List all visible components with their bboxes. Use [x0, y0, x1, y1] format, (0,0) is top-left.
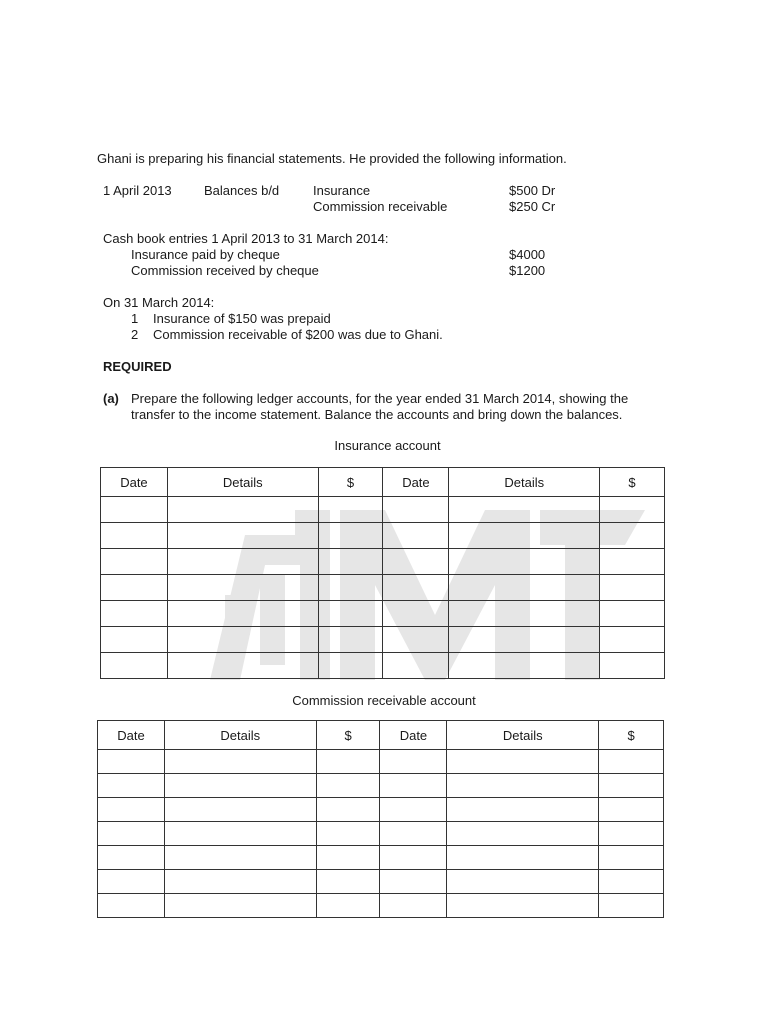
details-header: Details	[164, 721, 316, 750]
entry-cell[interactable]	[98, 846, 165, 870]
entry-cell[interactable]	[449, 627, 600, 653]
table-row	[98, 894, 664, 918]
entry-cell[interactable]	[164, 798, 316, 822]
commission-ledger-table	[97, 720, 664, 918]
entry-cell[interactable]	[167, 523, 318, 549]
entry-cell[interactable]	[449, 575, 600, 601]
insurance-account-title: Insurance account	[334, 438, 441, 453]
entry-cell[interactable]	[600, 575, 665, 601]
entry-cell[interactable]	[316, 822, 380, 846]
entry-cell[interactable]	[316, 894, 380, 918]
question-text-line-2: transfer to the income statement. Balance the accounts and bring down the balances.	[131, 407, 623, 422]
table-header-row	[101, 468, 665, 497]
question-text-line-1: Prepare the following ledger accounts, for the year ended 31 March 2014, showing the	[131, 391, 629, 406]
table-row	[101, 549, 665, 575]
entry-cell[interactable]	[167, 601, 318, 627]
entry-cell[interactable]	[447, 846, 599, 870]
table-row	[101, 601, 665, 627]
entry-cell[interactable]	[600, 523, 665, 549]
entry-cell[interactable]	[599, 894, 664, 918]
entry-cell[interactable]	[600, 549, 665, 575]
question-label: (a)	[103, 391, 119, 406]
entry-cell[interactable]	[98, 894, 165, 918]
year-end-item-number: 2	[131, 327, 139, 342]
entry-cell[interactable]	[380, 798, 447, 822]
entry-cell[interactable]	[600, 497, 665, 523]
required-heading: REQUIRED	[103, 359, 172, 374]
date-header: Date	[98, 721, 165, 750]
entry-cell[interactable]	[316, 798, 380, 822]
entry-cell[interactable]	[318, 575, 383, 601]
entry-cell[interactable]	[383, 497, 449, 523]
entry-cell[interactable]	[167, 627, 318, 653]
entry-cell[interactable]	[167, 549, 318, 575]
entry-cell[interactable]	[447, 798, 599, 822]
entry-cell[interactable]	[380, 846, 447, 870]
entry-cell[interactable]	[316, 870, 380, 894]
table-row	[101, 653, 665, 679]
entry-cell[interactable]	[599, 870, 664, 894]
entry-cell[interactable]	[167, 497, 318, 523]
entry-cell[interactable]	[98, 798, 165, 822]
year-end-heading: On 31 March 2014:	[103, 295, 215, 310]
entry-cell[interactable]	[600, 653, 665, 679]
entry-cell[interactable]	[599, 822, 664, 846]
entry-cell[interactable]	[383, 549, 449, 575]
entry-cell[interactable]	[318, 601, 383, 627]
entry-cell[interactable]	[318, 497, 383, 523]
balance-item-amount: $500 Dr	[509, 183, 556, 198]
entry-cell[interactable]	[101, 627, 168, 653]
date-header: Date	[380, 721, 447, 750]
entry-cell[interactable]	[164, 894, 316, 918]
table-row	[98, 798, 664, 822]
entry-cell[interactable]	[318, 653, 383, 679]
entry-cell[interactable]	[164, 822, 316, 846]
entry-cell[interactable]	[164, 774, 316, 798]
entry-cell[interactable]	[447, 774, 599, 798]
entry-cell[interactable]	[447, 822, 599, 846]
table-header-row	[98, 721, 664, 750]
balance-item-amount: $250 Cr	[509, 199, 556, 214]
table-row	[98, 774, 664, 798]
entry-cell[interactable]	[383, 601, 449, 627]
details-header: Details	[447, 721, 599, 750]
entry-cell[interactable]	[599, 750, 664, 774]
entry-cell[interactable]	[383, 627, 449, 653]
cash-book-item-amount: $1200	[509, 263, 546, 278]
entry-cell[interactable]	[316, 774, 380, 798]
amount-header: $	[599, 721, 664, 750]
commission-account-title: Commission receivable account	[292, 693, 476, 708]
entry-cell[interactable]	[383, 653, 449, 679]
entry-cell[interactable]	[449, 549, 600, 575]
cash-book-item-name: Commission received by cheque	[131, 263, 319, 278]
entry-cell[interactable]	[101, 575, 168, 601]
entry-cell[interactable]	[380, 870, 447, 894]
cash-book-heading: Cash book entries 1 April 2013 to 31 March 2014:	[103, 231, 389, 246]
entry-cell[interactable]	[101, 601, 168, 627]
year-end-item-text: Commission receivable of $200 was due to Ghani.	[153, 327, 443, 342]
entry-cell[interactable]	[447, 750, 599, 774]
entry-cell[interactable]	[600, 627, 665, 653]
entry-cell[interactable]	[449, 523, 600, 549]
entry-cell[interactable]	[600, 601, 665, 627]
year-end-item-number: 1	[131, 311, 139, 326]
table-row	[101, 523, 665, 549]
entry-cell[interactable]	[316, 750, 380, 774]
balances-label: Balances b/d	[204, 183, 280, 198]
balance-item-name: Commission receivable	[313, 199, 448, 214]
entry-cell[interactable]	[449, 497, 600, 523]
entry-cell[interactable]	[383, 523, 449, 549]
entry-cell[interactable]	[380, 894, 447, 918]
entry-cell[interactable]	[599, 798, 664, 822]
cash-book-item-name: Insurance paid by cheque	[131, 247, 280, 262]
entry-cell[interactable]	[101, 497, 168, 523]
intro-text: Ghani is preparing his financial statements. He provided the following information.	[97, 151, 567, 166]
entry-cell[interactable]	[447, 894, 599, 918]
table-row	[98, 750, 664, 774]
entry-cell[interactable]	[101, 523, 168, 549]
entry-cell[interactable]	[101, 549, 168, 575]
entry-cell[interactable]	[383, 575, 449, 601]
entry-cell[interactable]	[318, 523, 383, 549]
date-header: Date	[101, 468, 168, 497]
amount-header: $	[600, 468, 665, 497]
entry-cell[interactable]	[164, 750, 316, 774]
table-row	[98, 822, 664, 846]
entry-cell[interactable]	[380, 822, 447, 846]
entry-cell[interactable]	[599, 846, 664, 870]
entry-cell[interactable]	[449, 601, 600, 627]
table-row	[101, 575, 665, 601]
amount-header: $	[316, 721, 380, 750]
table-row	[101, 497, 665, 523]
insurance-ledger-table	[100, 467, 665, 679]
balance-item-name: Insurance	[313, 183, 371, 198]
details-header: Details	[449, 468, 600, 497]
entry-cell[interactable]	[318, 549, 383, 575]
entry-cell[interactable]	[164, 870, 316, 894]
entry-cell[interactable]	[101, 653, 168, 679]
amount-header: $	[318, 468, 383, 497]
year-end-item-text: Insurance of $150 was prepaid	[153, 311, 331, 326]
entry-cell[interactable]	[164, 846, 316, 870]
table-row	[98, 870, 664, 894]
entry-cell[interactable]	[380, 774, 447, 798]
entry-cell[interactable]	[449, 653, 600, 679]
table-row	[101, 627, 665, 653]
details-header: Details	[167, 468, 318, 497]
cash-book-item-amount: $4000	[509, 247, 546, 262]
entry-cell[interactable]	[380, 750, 447, 774]
entry-cell[interactable]	[98, 870, 165, 894]
entry-cell[interactable]	[98, 774, 165, 798]
entry-cell[interactable]	[318, 627, 383, 653]
entry-cell[interactable]	[98, 822, 165, 846]
entry-cell[interactable]	[599, 774, 664, 798]
entry-cell[interactable]	[98, 750, 165, 774]
entry-cell[interactable]	[167, 653, 318, 679]
entry-cell[interactable]	[447, 870, 599, 894]
table-row	[98, 846, 664, 870]
date-header: Date	[383, 468, 449, 497]
balances-date: 1 April 2013	[103, 183, 172, 198]
entry-cell[interactable]	[167, 575, 318, 601]
entry-cell[interactable]	[316, 846, 380, 870]
